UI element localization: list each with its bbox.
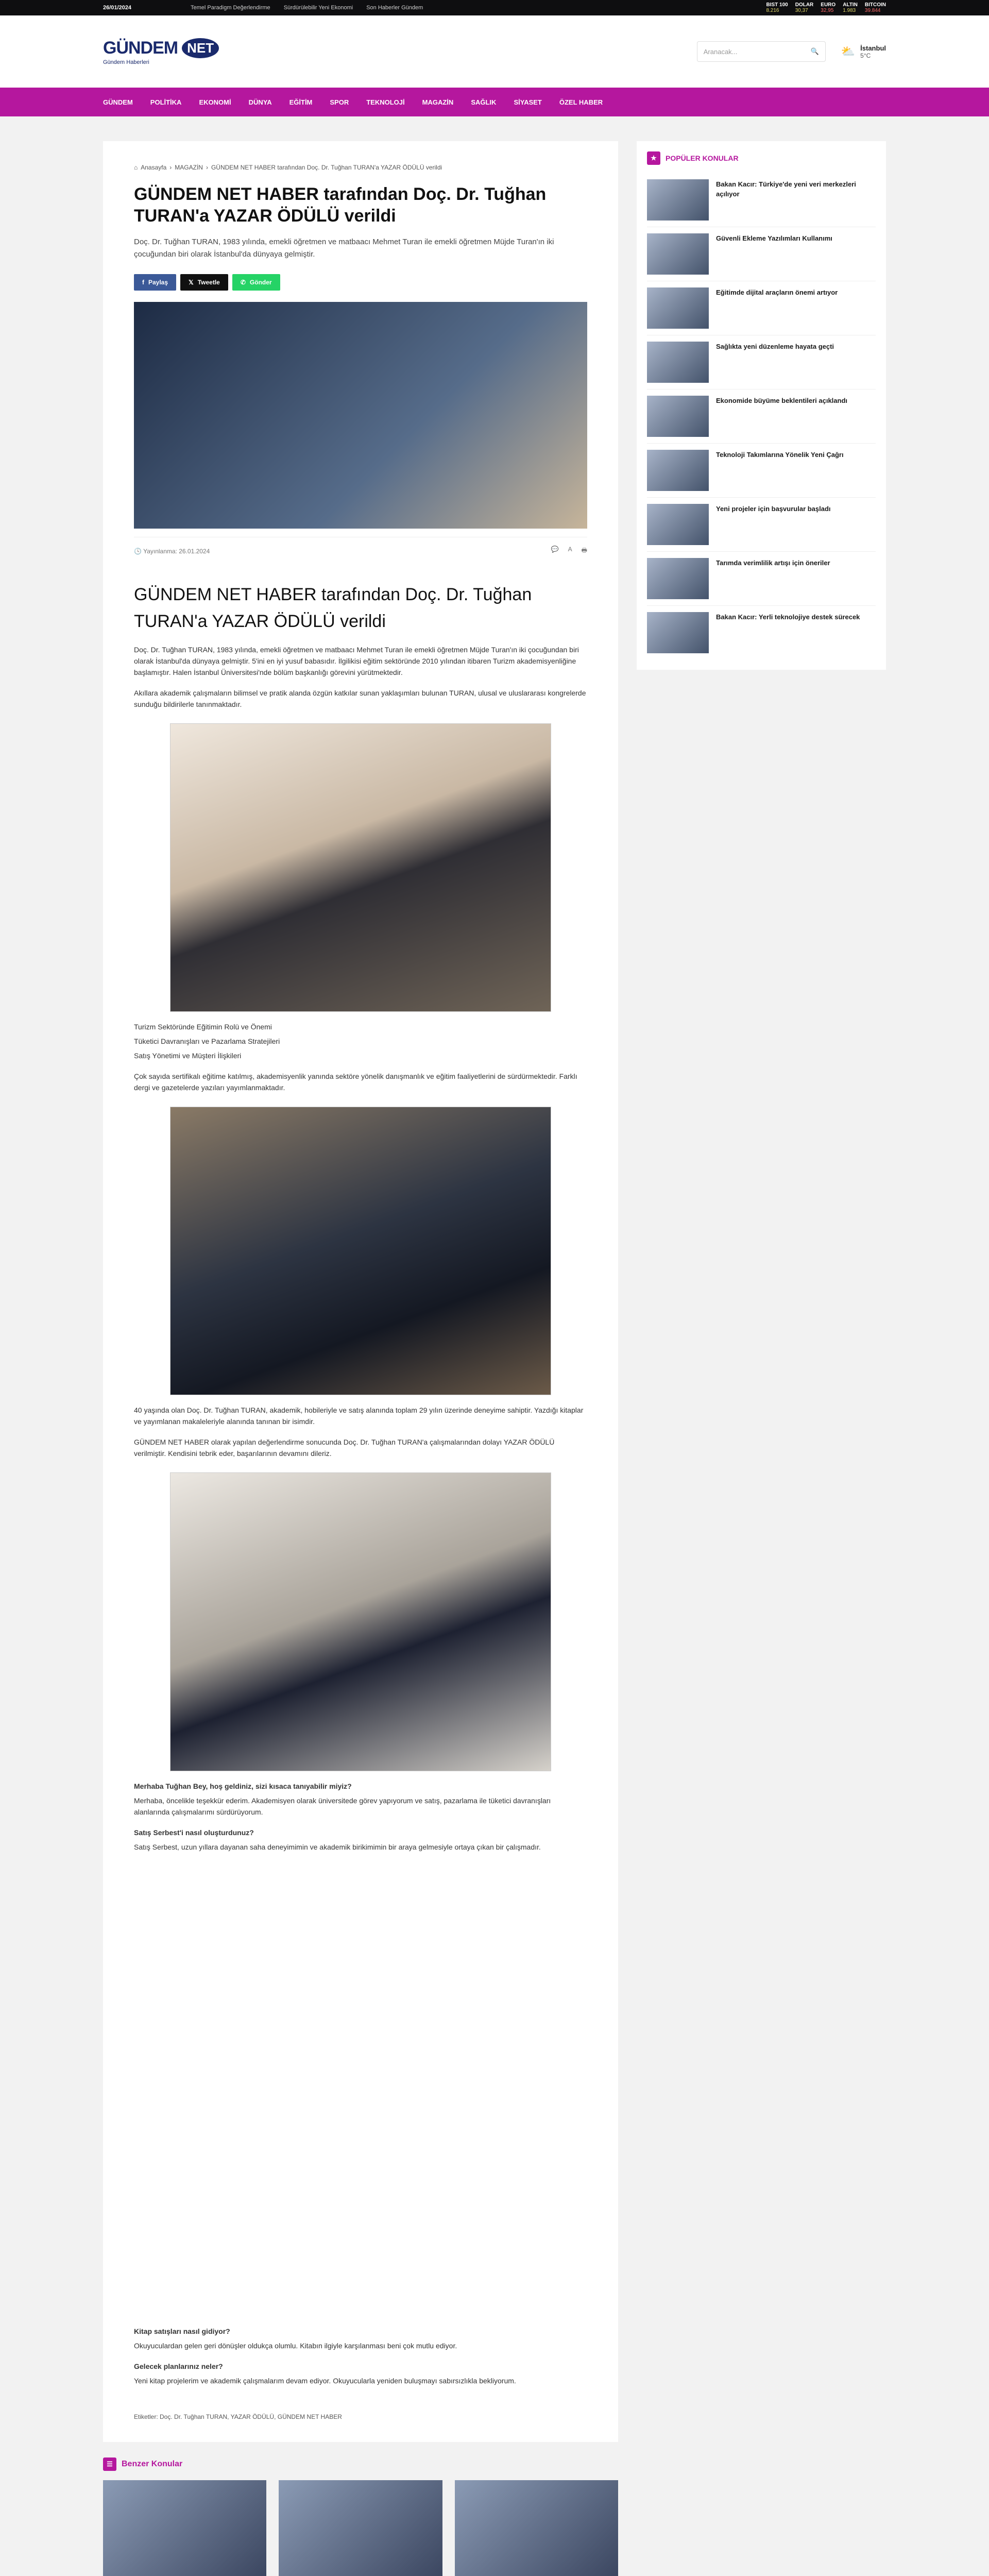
article-heading: GÜNDEM NET HABER tarafından Doç. Dr. Tuğhan TURAN'a YAZAR ÖDÜLÜ verildi <box>134 585 532 631</box>
article-hero-image <box>134 302 587 529</box>
site-header <box>0 15 989 88</box>
fire-icon: ★ <box>647 151 660 165</box>
comment-icon[interactable]: 💬 <box>551 546 559 553</box>
popular-item[interactable]: Ekonomide büyüme beklentileri açıklandı <box>647 389 876 444</box>
article-paragraph: Çok sayıda sertifikalı eğitime katılmış, akademisyenlik yanında sektöre yönelik danışmanlık ve eğitim faaliyetlerini de sürdürmektedir. Farklı dergi ve gazetelerde yazıları yayımlanmaktadır. <box>134 1072 577 1092</box>
popular-image <box>647 396 709 437</box>
nav-item-teknoloji[interactable]: TEKNOLOJİ <box>366 98 405 106</box>
popular-image <box>647 612 709 653</box>
interview-question: Satış Serbest'i nasıl oluşturdunuz? <box>134 1828 254 1837</box>
nav-item-egitim[interactable]: EĞİTİM <box>289 98 313 106</box>
related-card[interactable] <box>279 2480 442 2576</box>
main-nav <box>0 88 989 116</box>
article-photo <box>170 723 551 1012</box>
article-paragraph: Akıllara akademik çalışmaların bilimsel ve pratik alanda özgün katkılar sunan yaklaşımları bulunan TURAN, ulusal ve uluslararası kongrelerde sunduğu bildirilerle tanınmaktadır. <box>134 689 586 708</box>
nav-item-politika[interactable]: POLİTİKA <box>150 98 182 106</box>
article-photo <box>170 1107 551 1395</box>
popular-item[interactable]: Eğitimde dijital araçların önemi artıyor <box>647 281 876 335</box>
search-icon[interactable]: 🔍 <box>810 47 819 55</box>
popular-image <box>647 558 709 599</box>
sidebar <box>637 141 886 2576</box>
nav-item-magazin[interactable]: MAGAZİN <box>422 98 454 106</box>
list-icon: ☰ <box>103 2458 116 2471</box>
list-item: Satış Yönetimi ve Müşteri İlişkileri <box>134 1052 242 1060</box>
weather-widget[interactable] <box>841 44 886 59</box>
logo-text: GÜNDEM <box>103 38 178 58</box>
chevron-right-icon: › <box>206 164 208 171</box>
share-twitter-button[interactable]: 𝕏 Tweetle <box>180 274 228 291</box>
article-paragraph: 40 yaşında olan Doç. Dr. Tuğhan TURAN, akademik, hobileriyle ve satış alanında toplam 29 yılın üzerinde deneyime sahiptir. Yazdığı kitaplar ve yayımlanan makaleleriyle alanında tanınan bir isimdir. <box>134 1406 584 1426</box>
popular-box <box>637 141 886 670</box>
article-card <box>103 141 618 2442</box>
article-paragraph: Doç. Dr. Tuğhan TURAN, 1983 yılında, emekli öğretmen ve matbaacı Mehmet Turan ile emekli öğretmen Müjde Turan'ın iki çocuğundan biri olarak İstanbul'da dünyaya gelmiştir. 5'ini en iyi yusuf babasıdır. İlgilikisi eğitim sektöründe 2010 yılından itibaren Turizm akademisyenliğine başlamıştır. Halen İstanbul Üniversitesi'nde bölüm başkanlığı görevini yürütmektedir. <box>134 646 579 676</box>
breadcrumb <box>134 155 587 171</box>
popular-item[interactable]: Sağlıkta yeni düzenleme hayata geçti <box>647 335 876 389</box>
interview-answer: Okuyuculardan gelen geri dönüşler oldukça olumlu. Kitabın ilgiyle karşılanması beni çok mutlu ediyor. <box>134 2342 457 2350</box>
related-image <box>455 2480 618 2576</box>
popular-image <box>647 342 709 383</box>
popular-image <box>647 450 709 491</box>
nav-item-ekonomi[interactable]: EKONOMİ <box>199 98 231 106</box>
popular-item[interactable]: Bakan Kacır: Yerli teknolojiye destek sürecek <box>647 606 876 659</box>
related-grid <box>103 2480 618 2576</box>
nav-item-spor[interactable]: SPOR <box>330 98 349 106</box>
share-whatsapp-button[interactable]: ✆ Gönder <box>232 274 280 291</box>
market-item: DOLAR 30,37 <box>795 2 814 13</box>
published-date: 🕓 Yayınlanma: 26.01.2024 <box>134 547 210 555</box>
interview-answer: Merhaba, öncelikle teşekkür ederim. Akademisyen olarak üniversitede görev yapıyorum ve satış, pazarlama ile tüketici davranışları alanlarında çalışmalarımı sürdürüyorum. <box>134 1797 551 1816</box>
main-column <box>103 141 618 2576</box>
top-bar <box>0 0 989 15</box>
popular-item[interactable]: Teknoloji Takımlarına Yönelik Yeni Çağrı <box>647 444 876 498</box>
market-item: BIST 100 8.216 <box>766 2 788 13</box>
font-size-icon[interactable]: A <box>568 546 572 553</box>
related-card[interactable] <box>455 2480 618 2576</box>
weather-icon: ⛅ <box>841 45 856 58</box>
popular-item[interactable]: Bakan Kacır: Türkiye'de yeni veri merkezleri açılıyor <box>647 173 876 227</box>
interview-question: Gelecek planlarınız neler? <box>134 2362 223 2370</box>
related-image <box>103 2480 266 2576</box>
site-logo[interactable] <box>103 38 258 65</box>
popular-item[interactable]: Tarımda verimlilik artışı için öneriler <box>647 552 876 606</box>
interview-answer: Satış Serbest, uzun yıllara dayanan saha deneyimimin ve akademik birikimimin bir araya gelmesiyle ortaya çıkan bir çalışmadır. <box>134 1843 541 1851</box>
popular-title: ★ POPÜLER KONULAR <box>647 151 876 165</box>
nav-item-saglik[interactable]: SAĞLIK <box>471 98 497 106</box>
weather-city: İstanbul <box>860 44 886 52</box>
facebook-icon: f <box>142 279 144 286</box>
market-item: ALTIN 1.983 <box>843 2 858 13</box>
interview-question: Merhaba Tuğhan Bey, hoş geldiniz, sizi kısaca tanıyabilir miyiz? <box>134 1782 352 1790</box>
article-spot: Doç. Dr. Tuğhan TURAN, 1983 yılında, emekli öğretmen ve matbaacı Mehmet Turan ile emekli öğretmen Müjde Turan'ın iki çocuğundan biri olarak İstanbul'da dünyaya gelmiştir. <box>134 238 554 259</box>
popular-item[interactable]: Yeni projeler için başvurular başladı <box>647 498 876 552</box>
x-icon: 𝕏 <box>189 279 194 286</box>
popular-image <box>647 233 709 275</box>
article-meta <box>134 537 587 556</box>
popular-image <box>647 504 709 545</box>
popular-item[interactable]: Güvenli Ekleme Yazılımları Kullanımı <box>647 227 876 281</box>
logo-subtitle: Gündem Haberleri <box>103 59 149 65</box>
search-input[interactable] <box>697 41 826 62</box>
interview-answer: Yeni kitap projelerim ve akademik çalışmalarım devam ediyor. Okuyucularla yeniden buluşmayı sabırsızlıkla bekliyorum. <box>134 2377 516 2385</box>
share-facebook-button[interactable]: f Paylaş <box>134 274 176 291</box>
weather-temp: 5°C <box>860 52 871 59</box>
related-title: ☰ Benzer Konular <box>103 2442 618 2480</box>
ticker-item[interactable]: Son Haberler Gündem <box>366 5 423 11</box>
article-tags[interactable]: Etiketler: Doç. Dr. Tuğhan TURAN, YAZAR ÖDÜLÜ, GÜNDEM NET HABER <box>134 2413 342 2420</box>
print-icon[interactable]: 🖶 <box>581 547 587 554</box>
nav-item-ozel-haber[interactable]: ÖZEL HABER <box>559 98 603 106</box>
content-area <box>103 141 886 2576</box>
market-item: BITCOIN 39.844 <box>864 2 886 13</box>
interview-question: Kitap satışları nasıl gidiyor? <box>134 2327 230 2335</box>
nav-item-gundem[interactable]: GÜNDEM <box>103 98 133 106</box>
article-photo <box>170 1472 551 1771</box>
search-placeholder: Aranacak... <box>703 47 738 56</box>
ticker-item[interactable]: Sürdürülebilir Yeni Ekonomi <box>283 5 353 11</box>
share-buttons <box>134 274 587 291</box>
popular-image <box>647 179 709 221</box>
nav-item-dunya[interactable]: DÜNYA <box>248 98 272 106</box>
logo-badge: NET <box>182 38 219 58</box>
home-icon[interactable]: ⌂ <box>134 164 138 171</box>
chevron-right-icon: › <box>169 164 172 171</box>
list-item: Turizm Sektöründe Eğitimin Rolü ve Önemi <box>134 1023 272 1031</box>
list-item: Tüketici Davranışları ve Pazarlama Stratejileri <box>134 1037 280 1045</box>
article-paragraph: GÜNDEM NET HABER olarak yapılan değerlendirme sonucunda Doç. Dr. Tuğhan TURAN'a çalışmalarından dolayı YAZAR ÖDÜLÜ verilmiştir. Kendisini tebrik eder, başarılarının devamını dileriz. <box>134 1438 555 1458</box>
breadcrumb-current: GÜNDEM NET HABER tarafından Doç. Dr. Tuğhan TURAN'a YAZAR ÖDÜLÜ verildi <box>211 164 442 171</box>
nav-item-siyaset[interactable]: SİYASET <box>514 98 542 106</box>
article-title: GÜNDEM NET HABER tarafından Doç. Dr. Tuğhan TURAN'a YAZAR ÖDÜLÜ verildi <box>134 184 547 226</box>
market-item: EURO 32,95 <box>821 2 836 13</box>
ticker-item[interactable]: Temel Paradigm Değerlendirme <box>191 5 270 11</box>
related-image <box>279 2480 442 2576</box>
related-card[interactable] <box>103 2480 266 2576</box>
breadcrumb-category[interactable]: MAGAZİN <box>175 164 203 171</box>
whatsapp-icon: ✆ <box>240 279 246 286</box>
top-date: 26/01/2024 <box>103 5 132 11</box>
market-rates <box>766 2 886 13</box>
popular-image <box>647 287 709 329</box>
breadcrumb-home[interactable]: Anasayfa <box>141 164 167 171</box>
news-ticker[interactable] <box>191 5 757 11</box>
clock-icon: 🕓 <box>134 547 142 555</box>
